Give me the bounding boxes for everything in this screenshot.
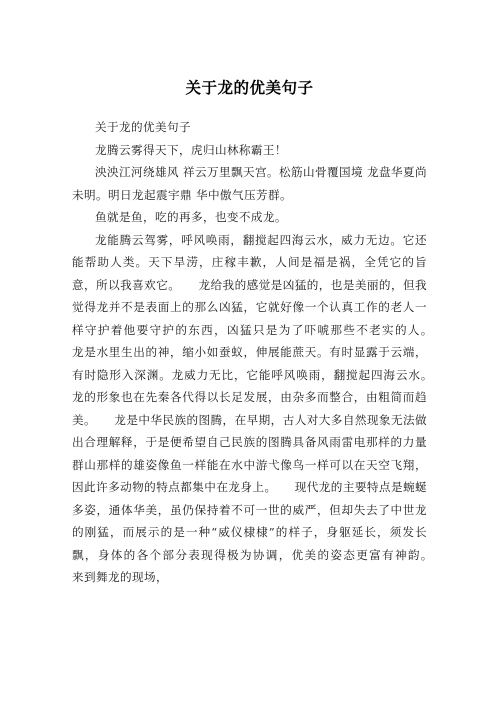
paragraph: 泱泱江河绕雄风 祥云万里飘天宫。松筋山骨覆国境 龙盘华夏尚未明。明日龙起震宇鼎 华中傲气压芳群。: [72, 165, 428, 202]
page-title: 关于龙的优美句子: [185, 79, 314, 97]
document-page: [72, 0, 451, 702]
paragraph: 龙能腾云驾雾，呼风唤雨，翻搅起四海云水，威力无边。它还能帮助人类。天下旱涝，庄稼丰歉，人间是福是祸，全凭它的旨意，所以我喜欢它。 龙给我的感觉是凶猛的，也是美丽的，但我觉得龙并不是表面上的那么凶猛，它就好像一个认真工作的老人一样守护着他要守护的东西，凶猛只是为了吓唬那些不老实的人。 龙是水里生出的神，缩小如蚕蚁，伸展能蔗天。有时显露于云端，有时隐形入深渊。龙威力无比，它能呼风唤雨，翻搅起四海云水。 龙的形象也在先秦各代得以长足发展，由杂多而整合，由粗简而趋美。 龙是中华民族的图腾，在早期，古人对大多自然现象无法做出合理解释，于是便希望自己民族的图腾具备风雨雷电那样的力量群山那样的雄姿像鱼一样能在水中游弋像鸟一样可以在天空飞翔，因此许多动物的特点都集中在龙身上。 现代龙的主要特点是蜿蜒多姿，通体华美，虽仍保持着不可一世的威严，但却失去了中世龙的刚猛，而展示的是一种“威仪棣棣”的样子，身躯延长，须发长飘，身体的各个部分表现得极为协调，优美的姿态更富有神韵。 来到舞龙的现场，: [72, 232, 451, 584]
document-body: [72, 116, 451, 589]
paragraph: 龙腾云雾得天下，虎归山林称霸王！: [95, 142, 287, 157]
paragraph: 鱼就是鱼，吃的再多，也变不成龙。: [95, 210, 287, 224]
paragraph-subtitle: 关于龙的优美句子: [95, 120, 191, 134]
